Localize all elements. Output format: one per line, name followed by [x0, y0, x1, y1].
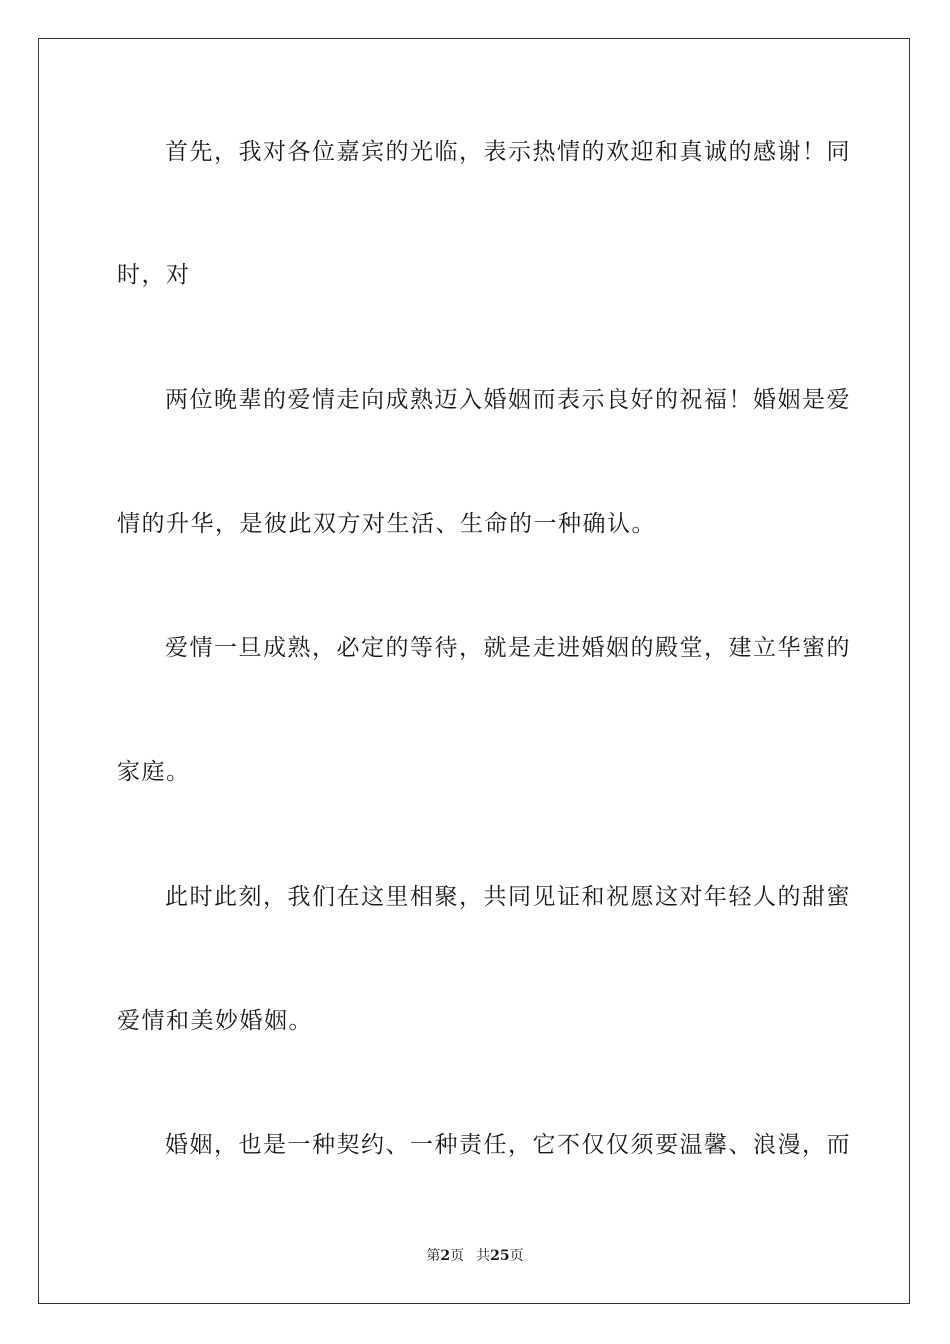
paragraph-4-line-1: 此时此刻，我们在这里相聚，共同见证和祝愿这对年轻人的甜蜜 [165, 884, 851, 910]
paragraph-4-line-2: 爱情和美妙婚姻。 [117, 1008, 313, 1034]
total-prefix: 共 [476, 1248, 491, 1264]
page-footer [0, 1246, 950, 1266]
paragraph-2-line-2: 情的升华，是彼此双方对生活、生命的一种确认。 [117, 511, 656, 537]
paragraph-5-line-1: 婚姻，也是一种契约、一种责任，它不仅仅须要温馨、浪漫，而 [165, 1132, 851, 1158]
paragraph-3-line-1: 爱情一旦成熟，必定的等待，就是走进婚姻的殿堂，建立华蜜的 [165, 635, 851, 661]
page-unit: 页 [450, 1248, 465, 1264]
paragraph-2-line-1: 两位晚辈的爱情走向成熟迈入婚姻而表示良好的祝福！婚姻是爱 [165, 387, 851, 413]
total-unit: 页 [509, 1248, 524, 1264]
paragraph-3-line-2: 家庭。 [117, 759, 191, 785]
paragraph-1-line-2: 时，对 [117, 262, 191, 288]
page-prefix: 第 [426, 1248, 441, 1264]
paragraph-1-line-1: 首先，我对各位嘉宾的光临，表示热情的欢迎和真诚的感谢！同 [165, 139, 851, 165]
page-total-number: 25 [490, 1248, 510, 1264]
page-border [38, 38, 910, 1304]
page-current-number: 2 [440, 1248, 451, 1264]
